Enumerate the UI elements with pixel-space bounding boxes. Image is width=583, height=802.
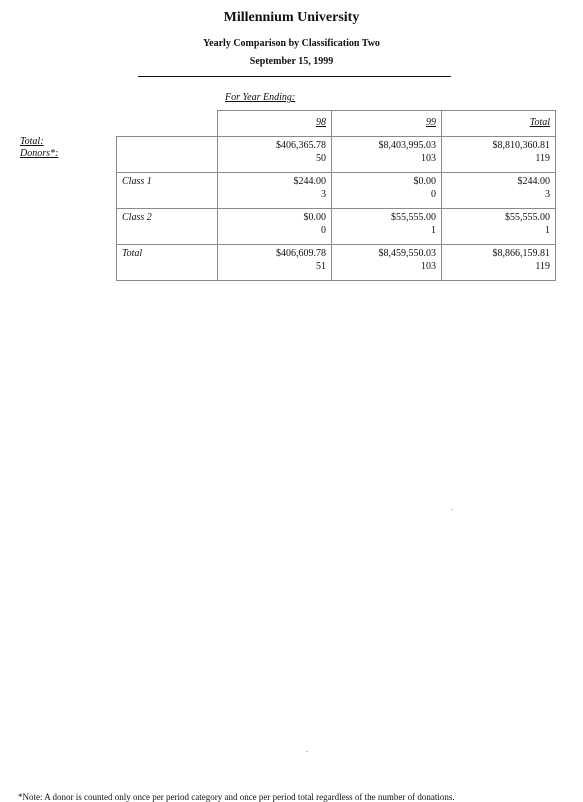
footnote: *Note: A donor is counted only once per period category and once per period total regardless of the number of donations. — [18, 792, 455, 802]
data-cell — [218, 209, 332, 245]
data-cell — [332, 209, 442, 245]
data-cell — [218, 173, 332, 209]
donor-count: 0 — [431, 188, 436, 200]
table-row — [117, 245, 556, 281]
donor-count: 119 — [535, 152, 550, 164]
comparison-table — [116, 110, 556, 281]
donor-count: 1 — [545, 224, 550, 236]
report-subtitle: Yearly Comparison by Classification Two — [203, 38, 380, 49]
amount: $8,810,360.81 — [492, 140, 550, 151]
data-cell — [332, 173, 442, 209]
donor-count: 119 — [535, 260, 550, 272]
data-cell — [332, 245, 442, 281]
amount: $406,609.78 — [276, 248, 326, 259]
data-cell — [442, 209, 556, 245]
data-cell — [442, 173, 556, 209]
header-blank-cell — [117, 111, 218, 137]
donor-count: 1 — [431, 224, 436, 236]
amount: $8,403,995.03 — [378, 140, 436, 151]
amount: $406,365.78 — [276, 140, 326, 151]
donor-count: 51 — [316, 260, 326, 272]
donors-side-label: Donors*: — [20, 148, 59, 159]
amount: $55,555.00 — [391, 212, 436, 223]
report-date: September 15, 1999 — [249, 56, 334, 67]
table-row — [117, 137, 556, 173]
data-cell — [218, 137, 332, 173]
report-title: Millennium University — [223, 10, 360, 25]
data-cell — [442, 137, 556, 173]
amount: $244.00 — [293, 176, 326, 187]
donor-count: 3 — [545, 188, 550, 200]
row-label: Class 2 — [117, 209, 218, 245]
donor-count: 3 — [321, 188, 326, 200]
table-row — [117, 173, 556, 209]
row-label: Class 1 — [117, 173, 218, 209]
scan-speck — [451, 509, 453, 510]
donor-count: 103 — [421, 260, 436, 272]
donor-count: 103 — [421, 152, 436, 164]
total-side-label: Total: — [20, 136, 44, 147]
column-header: 99 — [332, 111, 442, 137]
for-year-ending-label: For Year Ending: — [225, 92, 296, 103]
donor-count: 50 — [316, 152, 326, 164]
table-header-row — [117, 111, 556, 137]
column-header: Total — [442, 111, 556, 137]
data-cell — [332, 137, 442, 173]
header-divider — [138, 76, 451, 77]
column-header: 98 — [218, 111, 332, 137]
amount: $55,555.00 — [505, 212, 550, 223]
donor-count: 0 — [321, 224, 326, 236]
row-label — [117, 137, 218, 173]
table-row — [117, 209, 556, 245]
row-label: Total — [117, 245, 218, 281]
data-cell — [442, 245, 556, 281]
amount: $8,459,550.03 — [378, 248, 436, 259]
data-cell — [218, 245, 332, 281]
amount: $244.00 — [517, 176, 550, 187]
amount: $0.00 — [413, 176, 436, 187]
scan-speck — [306, 751, 308, 752]
amount: $8,866,159.81 — [492, 248, 550, 259]
amount: $0.00 — [303, 212, 326, 223]
